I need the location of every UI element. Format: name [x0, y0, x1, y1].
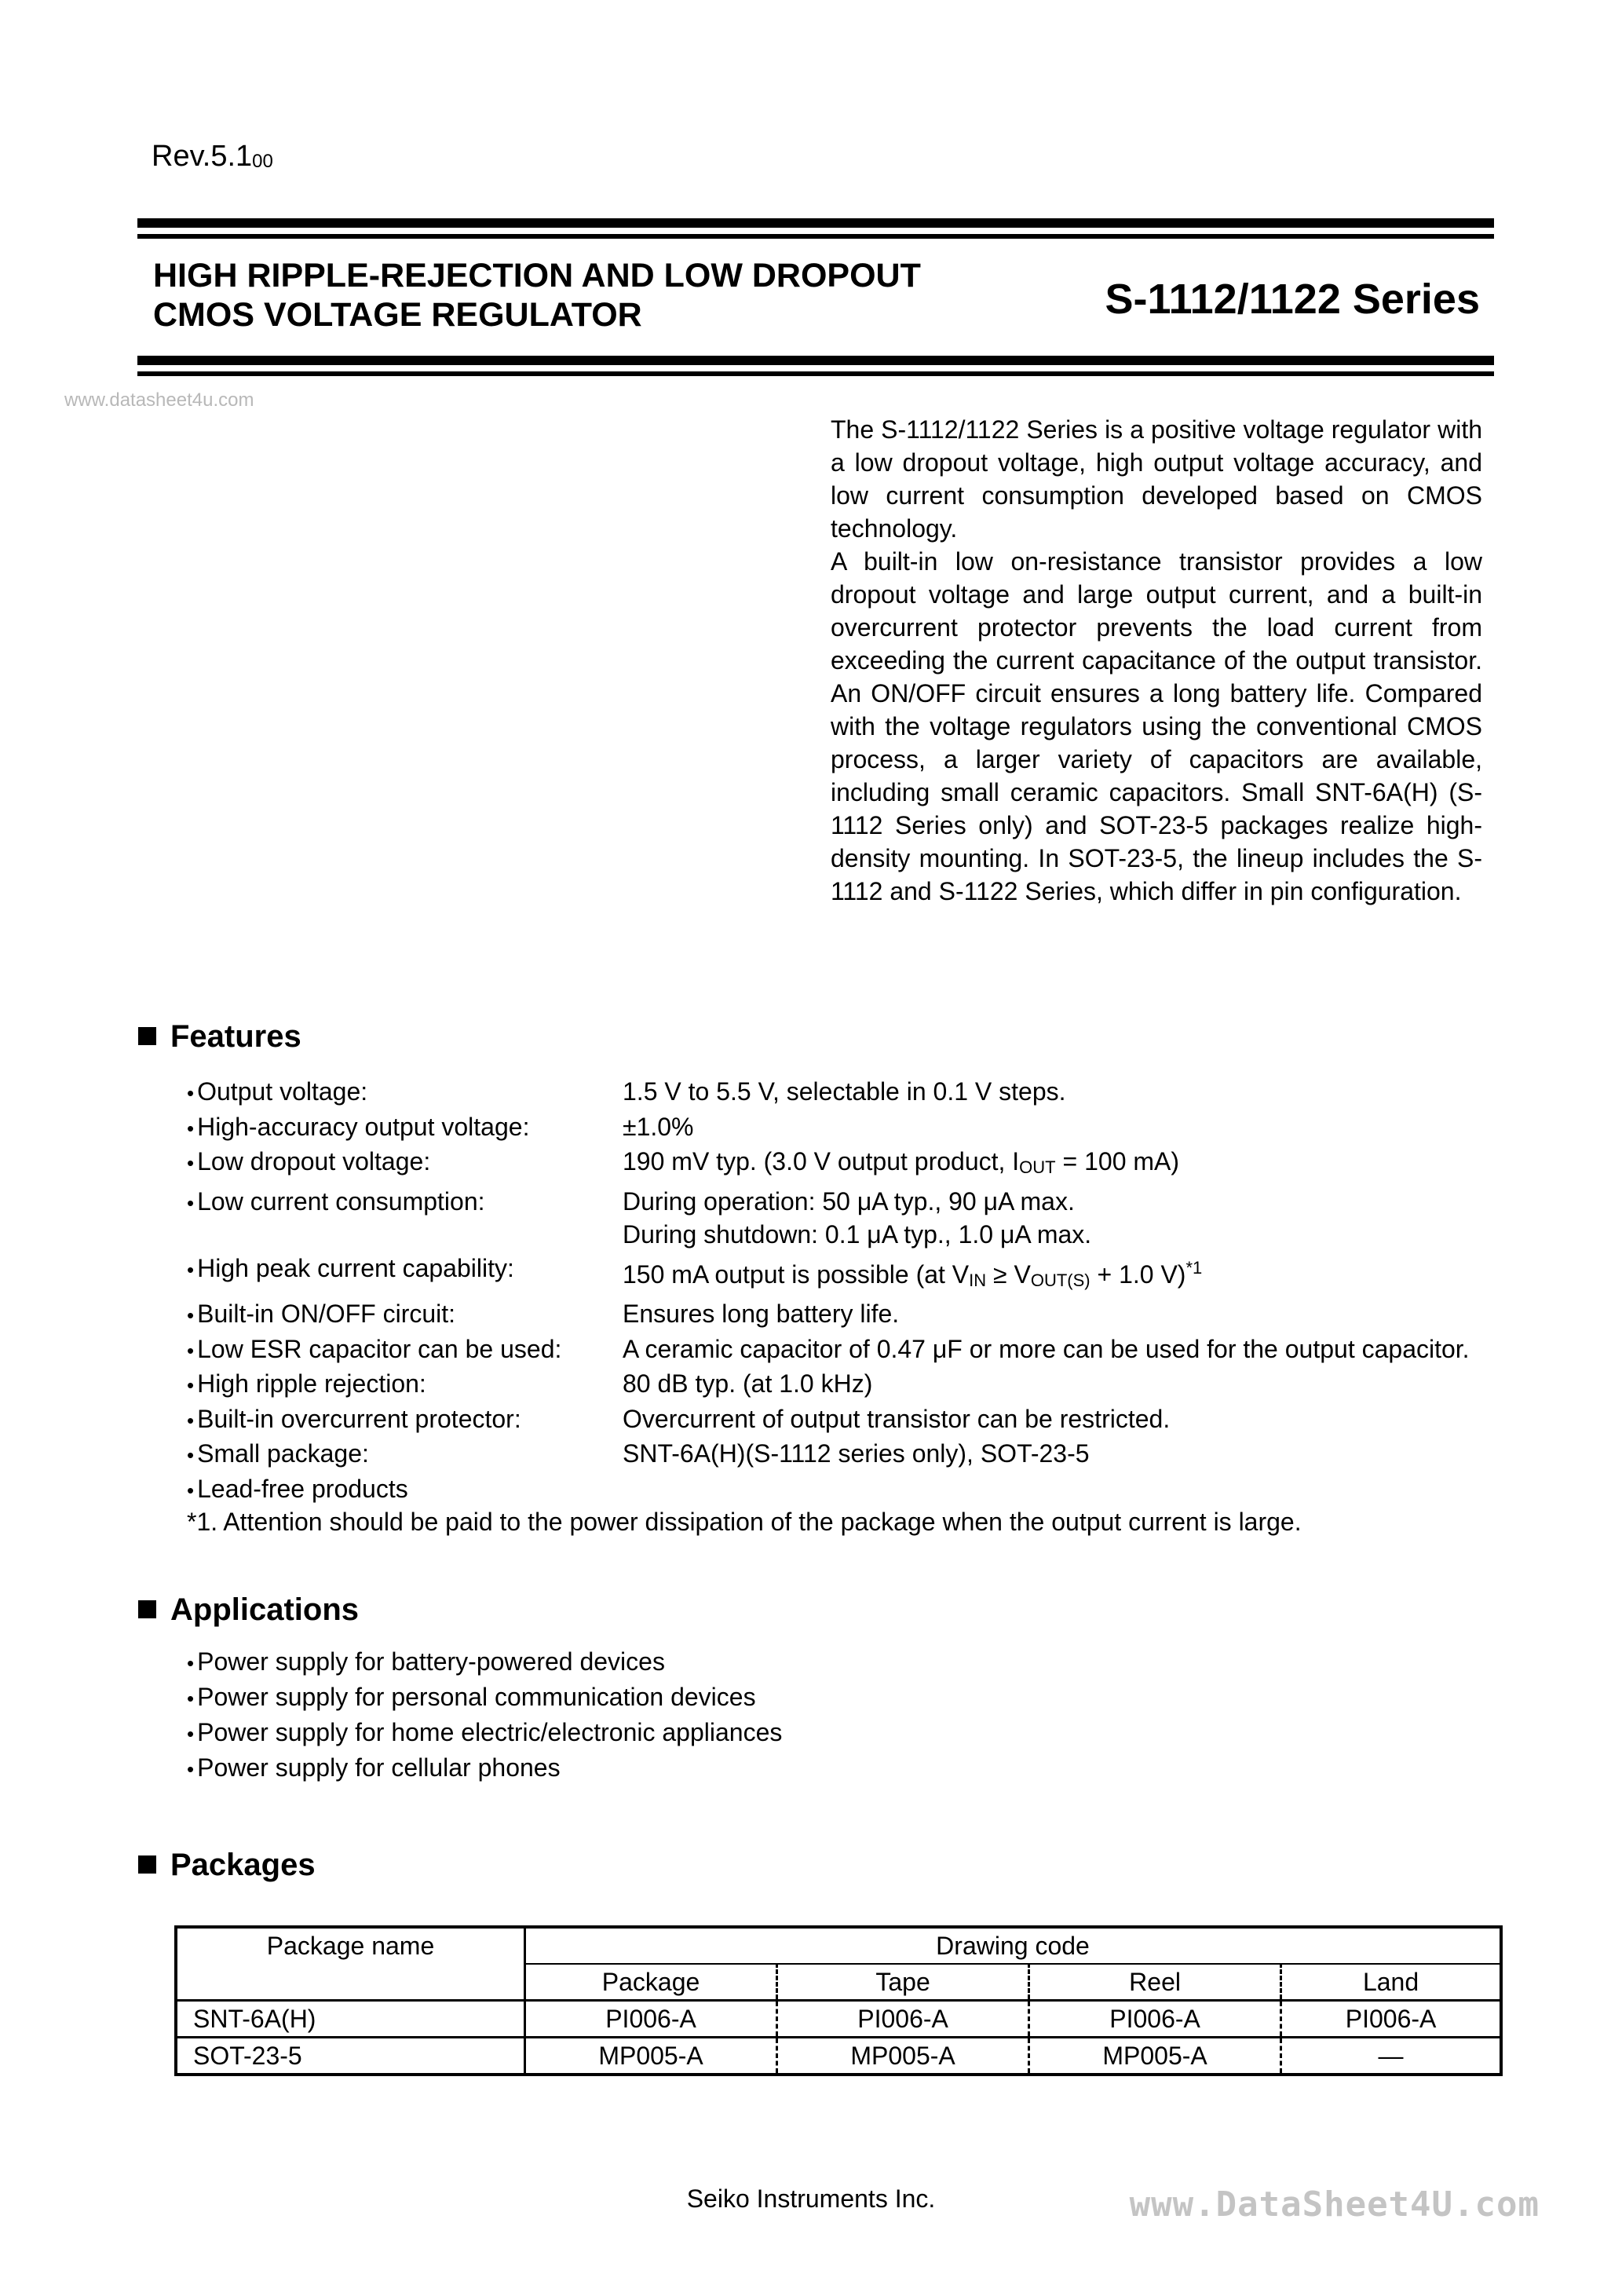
- feature-row: • Low dropout voltage: 190 mV typ. (3.0 V output product, IOUT = 100 mA): [187, 1147, 1180, 1177]
- intro-text: [831, 413, 1482, 908]
- features-list: [187, 1075, 1482, 1507]
- table-header-row: [176, 1927, 1501, 1964]
- list-item: • Power supply for cellular phones: [187, 1753, 561, 1782]
- cell-land: —: [1281, 2038, 1501, 2075]
- row-name: SNT-6A(H): [176, 2001, 525, 2038]
- features-heading: Features: [138, 1019, 301, 1055]
- header-rule-thin-top: [137, 234, 1494, 239]
- packages-table: [174, 1925, 1503, 2076]
- header-rule-thick-bottom: [137, 356, 1494, 365]
- cell-land: PI006-A: [1345, 2004, 1437, 2033]
- subcol-package: Package: [525, 1964, 777, 2001]
- bullet-icon: •: [187, 1257, 195, 1281]
- bullet-icon: •: [187, 1190, 195, 1215]
- feature-row: • High peak current capability: 150 mA output is possible (at VIN ≥ VOUT(S) + 1.0 V)$^{*1}$: [187, 1253, 1203, 1290]
- bullet-icon: •: [187, 1408, 195, 1432]
- header-rule-thin-bottom: [137, 371, 1494, 376]
- list-item: • Power supply for personal communication devices: [187, 1683, 756, 1711]
- bullet-icon: •: [187, 1757, 195, 1781]
- square-bullet-icon: [138, 1027, 156, 1045]
- bullet-icon: •: [187, 1651, 195, 1675]
- feature-row: • Output voltage: 1.5 V to 5.5 V, selectable in 0.1 V steps.: [187, 1077, 1066, 1106]
- bullet-icon: •: [187, 1373, 195, 1397]
- feature-row: • High-accuracy output voltage: ±1.0%: [187, 1112, 694, 1141]
- bullet-icon: •: [187, 1687, 195, 1710]
- bullet-icon: •: [187, 1303, 195, 1327]
- watermark-bottom: www.DataSheet4U.com: [1129, 2184, 1540, 2225]
- col-drawing-code: Drawing code: [525, 1927, 1502, 1964]
- bullet-icon: •: [187, 1151, 195, 1175]
- bullet-icon: •: [187, 1338, 195, 1362]
- cell-reel: PI006-A: [1029, 2001, 1281, 2038]
- intro-paragraph-2: A built-in low on-resistance transistor provides a low dropout voltage and large output current, and a built-in overcurrent protector prevents the load current from exceeding the current capacitance of the output transistor. An ON/OFF circuit ensures a long battery life. Compared with the voltage regulators using the conventional CMOS process, a larger variety of capacitors are available, including small ceramic capacitors. Small SNT-6A(H) (S-1112 Series only) and SOT-23-5 packages realize high-density mounting. In SOT-23-5, the lineup includes the S-1112 and S-1122 Series, which differ in pin configuration.: [831, 547, 1482, 905]
- square-bullet-icon: [138, 1600, 156, 1618]
- feature-row: • Lead-free products: [187, 1474, 408, 1503]
- watermark-top: www.datasheet4u.com: [64, 389, 254, 411]
- cell-package: MP005-A: [525, 2038, 777, 2075]
- bullet-icon: •: [187, 1722, 195, 1746]
- bullet-icon: •: [187, 1081, 195, 1105]
- cell-tape: PI006-A: [777, 2001, 1029, 2038]
- list-item: • Power supply for battery-powered devices: [187, 1647, 665, 1676]
- cell-package: PI006-A: [525, 2001, 777, 2038]
- applications-list: [187, 1645, 782, 1786]
- feature-row: • High ripple rejection: 80 dB typ. (at 1.0 kHz): [187, 1369, 873, 1398]
- table-row: [176, 2038, 1501, 2075]
- table-row: [176, 2001, 1501, 2038]
- row-name: SOT-23-5: [176, 2038, 525, 2075]
- feature-row: • Built-in overcurrent protector: Overcurrent of output transistor can be restricted.: [187, 1404, 1171, 1433]
- revision-label: $Rev.5.1_{00}$: [152, 140, 273, 173]
- header-rule-thick-top: [137, 218, 1494, 228]
- packages-heading: Packages: [138, 1848, 316, 1883]
- feature-row: • Low ESR capacitor can be used: A ceramic capacitor of 0.47 μF or more can be used for the output capacitor.: [187, 1334, 1470, 1363]
- col-package-name: Package name: [176, 1927, 525, 2001]
- footnote: *1. Attention should be paid to the power dissipation of the package when the output current is large.: [187, 1508, 1302, 1536]
- subcol-land: Land: [1281, 1964, 1501, 2001]
- footer-company: Seiko Instruments Inc.: [686, 2184, 936, 2213]
- list-item: • Power supply for home electric/electronic appliances: [187, 1718, 783, 1746]
- intro-paragraph-1: The S-1112/1122 Series is a positive voltage regulator with a low dropout voltage, high output voltage accuracy, and low current consumption developed based on CMOS technology.: [831, 415, 1482, 543]
- square-bullet-icon: [138, 1855, 156, 1874]
- subcol-tape: Tape: [777, 1964, 1029, 2001]
- bullet-icon: •: [187, 1443, 195, 1467]
- feature-row: • Low current consumption: During operation: 50 μA typ., 90 μA max. During shutdown: 0.1 μA typ., 1.0 μA max.: [187, 1186, 1092, 1249]
- applications-heading: Applications: [138, 1592, 359, 1628]
- document-title: HIGH RIPPLE-REJECTION AND LOW DROPOUT CMOS VOLTAGE REGULATOR: [153, 257, 921, 334]
- feature-row: • Built-in ON/OFF circuit: Ensures long battery life.: [187, 1300, 900, 1328]
- cell-tape: MP005-A: [777, 2038, 1029, 2075]
- series-name: S-1112/1122 Series: [1105, 276, 1480, 323]
- cell-reel: MP005-A: [1029, 2038, 1281, 2075]
- bullet-icon: •: [187, 1478, 195, 1502]
- subcol-reel: Reel: [1029, 1964, 1281, 2001]
- bullet-icon: •: [187, 1116, 195, 1140]
- feature-row: • Small package: SNT-6A(H)(S-1112 series only), SOT-23-5: [187, 1439, 1090, 1468]
